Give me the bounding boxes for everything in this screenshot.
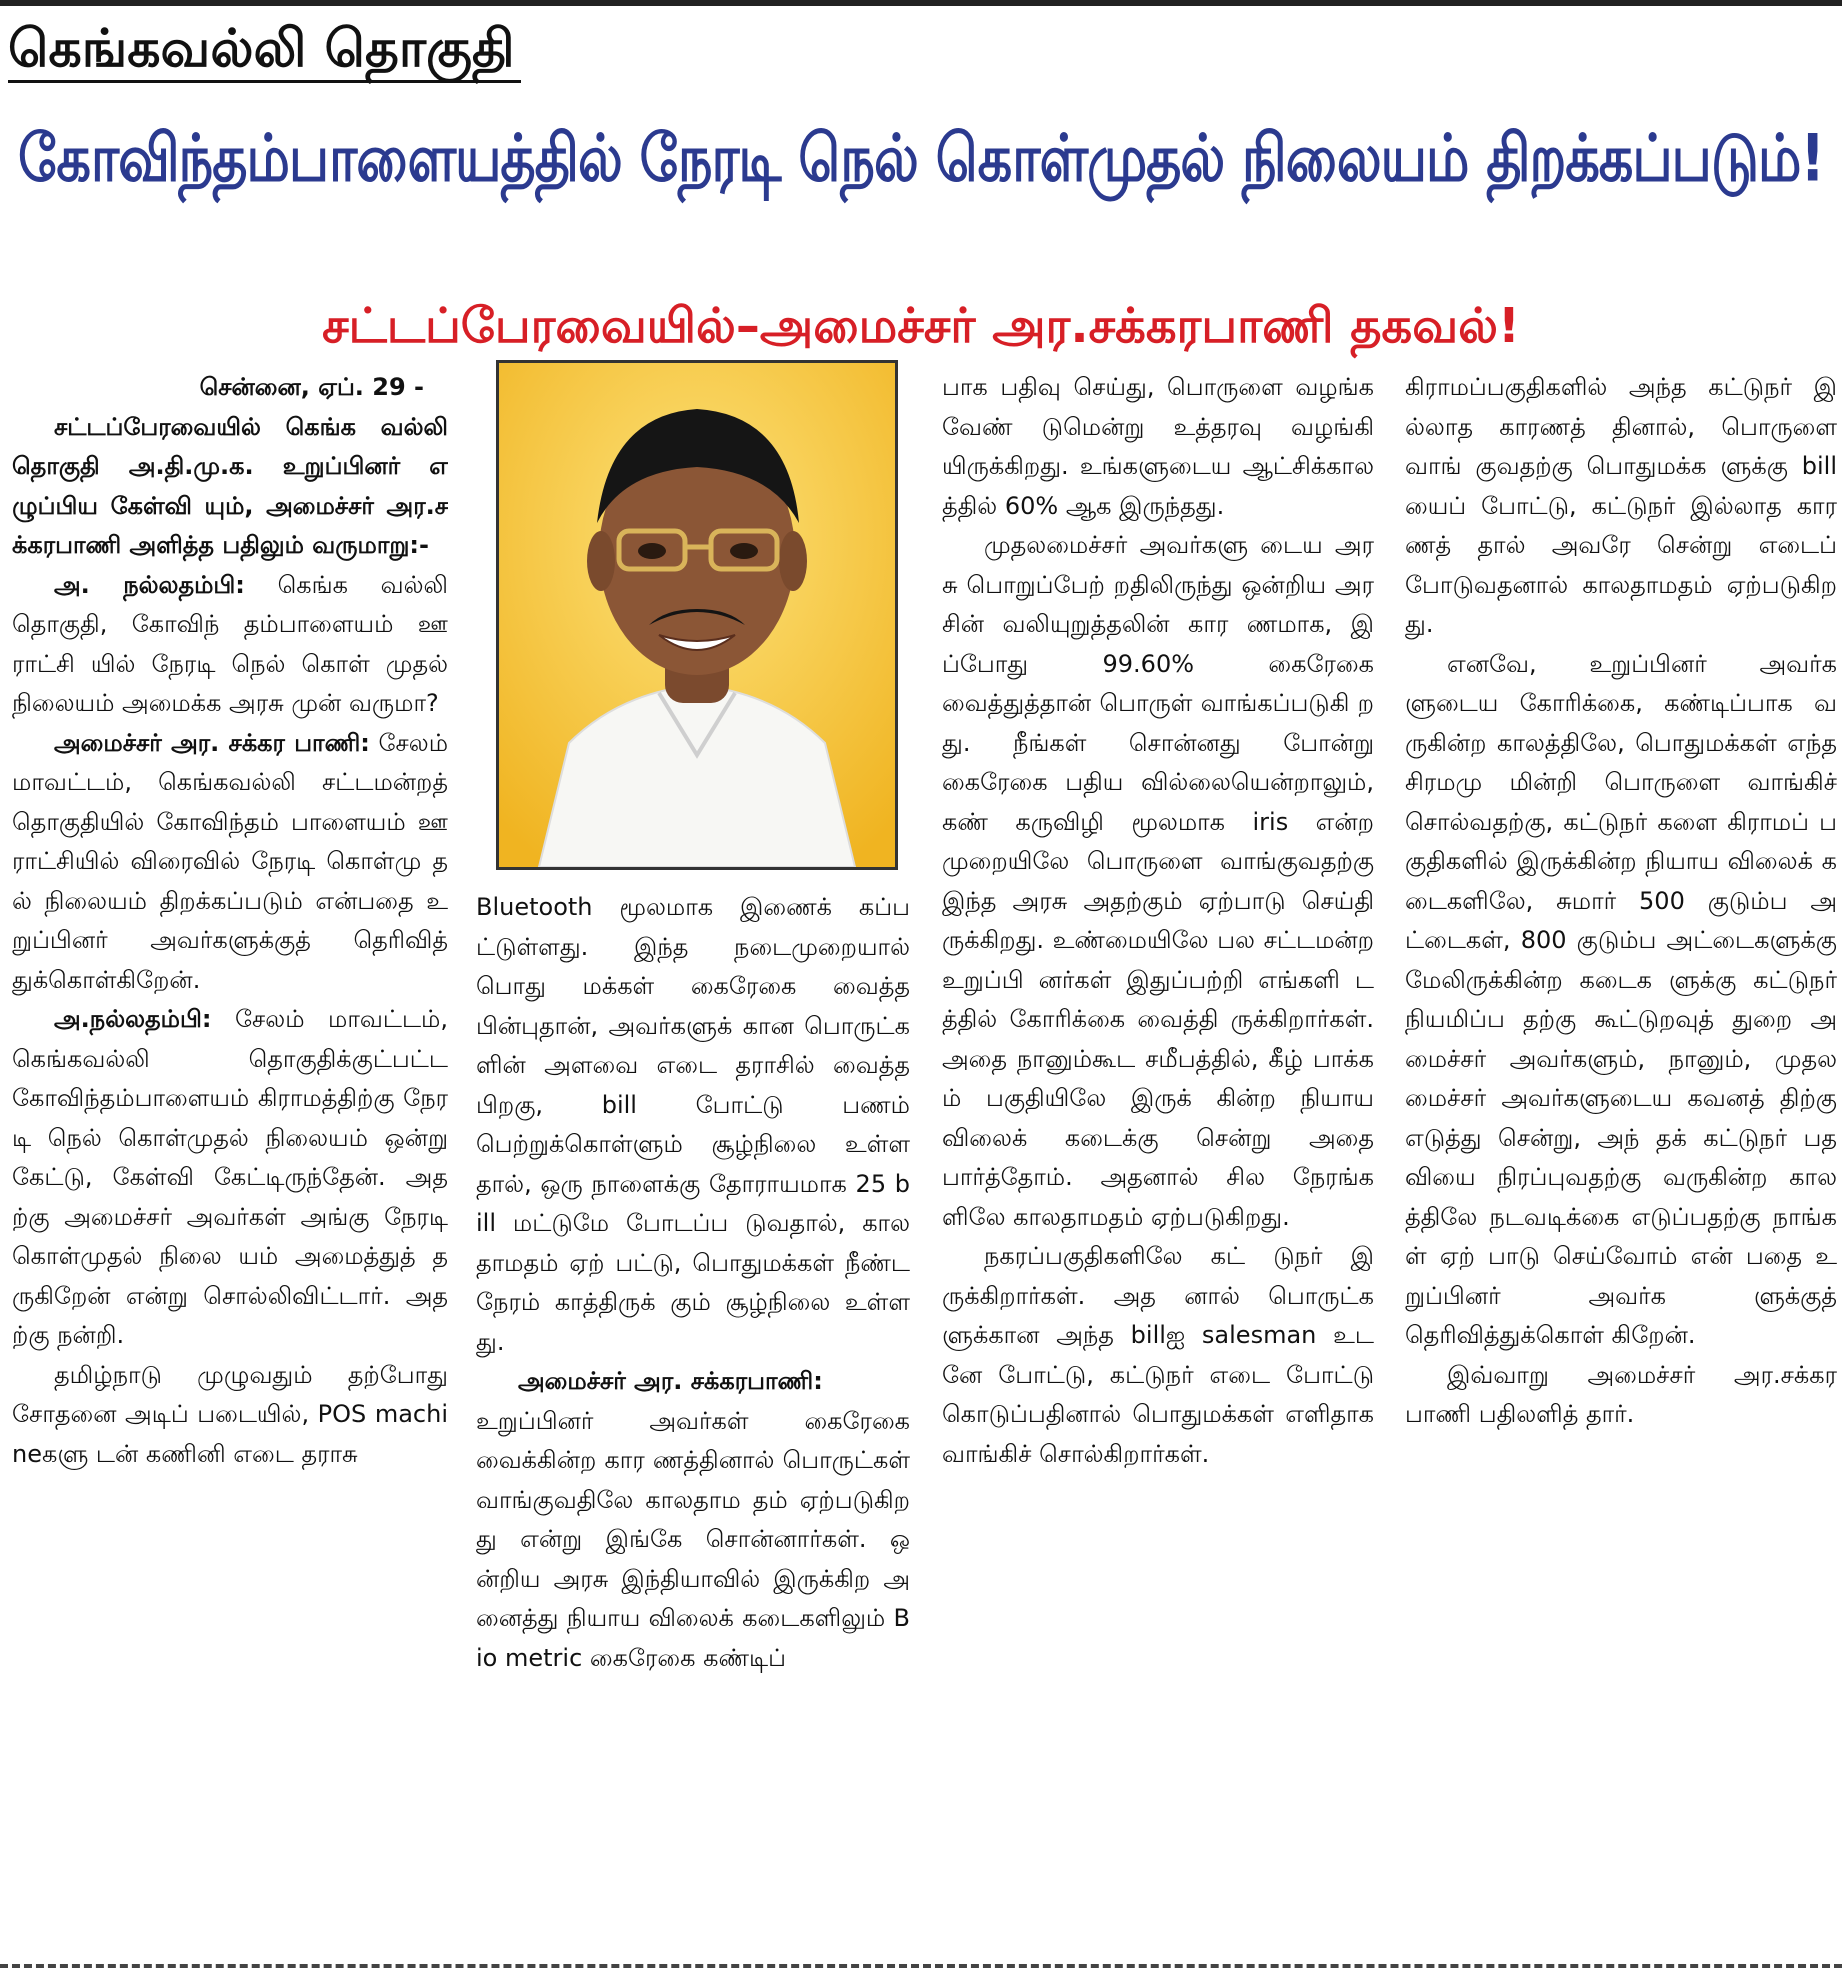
answer-paragraph bbox=[12, 724, 448, 1001]
top-border-rule bbox=[0, 0, 1842, 6]
paragraph-text: கெங்க வல்லி தொகுதி, கோவிந் தம்பாளையம் ஊராட்சி யில் நேரடி நெல் கொள் முதல் நிலையம் அமைக்க அரசு முன் வருமா? bbox=[12, 570, 448, 717]
section-label: கெங்கவல்லி தொகுதி bbox=[8, 18, 521, 83]
body-paragraph: இவ்வாறு அமைச்சர் அர.சக்கரபாணி பதிலளித் தார். bbox=[1405, 1360, 1837, 1428]
article-column-2 bbox=[476, 888, 910, 1948]
headline: கோவிந்தம்பாளையத்தில் நேரடி நெல் கொள்முதல் நிலையம் திறக்கப்படும்! bbox=[17, 120, 1825, 197]
body-paragraph: எனவே, உறுப்பினர் அவர்களுடைய கோரிக்கை, கண்டிப்பாக வருகின்ற காலத்திலே, பொதுமக்கள் எந்த சிரமமு மின்றி பொருளை வாங்கிச் சொல்வதற்கு, கட்டுநர் களை கிராமப் பகுதிகளில் இருக்கின்ற நியாய விலைக் கடைகளிலே, சுமார் 500 குடும்ப அட்டைகள், 800 குடும்ப அட்டைகளுக்கு மேலிருக்கின்ற கடைக ளுக்கு கட்டுநர் நியமிப்ப தற்கு கூட்டுறவுத் துறை அமைச்சர் அவர்களும், நானும், முதலமைச்சர் அவர்களுடைய கவனத் திற்கு எடுத்து சென்று, அந் தக் கட்டுநர் பதவியை நிரப்புவதற்கு வருகின்ற காலத்திலே நடவடிக்கை எடுப்பதற்கு நாங்கள் ஏற் பாடு செய்வோம் என் பதை உறுப்பினர் அவர்க ளுக்குத் தெரிவித்துக்கொள் கிறேன். bbox=[1405, 649, 1837, 1349]
bottom-dashed-rule bbox=[0, 1964, 1842, 1968]
question-paragraph bbox=[12, 566, 448, 724]
dateline: சென்னை, ஏப். 29 - bbox=[199, 373, 424, 401]
article-column-4 bbox=[1405, 368, 1837, 1948]
body-paragraph: பாக பதிவு செய்து, பொருளை வழங்க வேண் டுமென்று உத்தரவு வழங்கி யிருக்கிறது. உங்களுடைய ஆட்சிக்காலத்தில் 60% ஆக இருந்தது. bbox=[942, 373, 1374, 520]
body-paragraph: நகரப்பகுதிகளிலே கட் டுநர் இருக்கிறார்கள். அத னால் பொருட்களுக்கான அந்த billஐ salesman உடனே போட்டு, கட்டுநர் எடை போட்டு கொடுப்பதினால் பொதுமக்கள் எளிதாக வாங்கிச் சொல்கிறார்கள். bbox=[942, 1242, 1374, 1468]
speaker-nallathambi: அ. நல்லதம்பி: bbox=[54, 570, 245, 599]
article-column-1 bbox=[12, 368, 448, 1948]
speaker-nallathambi: அ.நல்லதம்பி: bbox=[54, 1005, 212, 1033]
speaker-minister: அமைச்சர் அர. சக்கரபாணி: bbox=[518, 1367, 823, 1395]
article-column-3 bbox=[942, 368, 1374, 1948]
minister-photo bbox=[496, 360, 898, 870]
body-paragraph: முதலமைச்சர் அவர்களு டைய அரசு பொறுப்பேற் றதிலிருந்து ஒன்றிய அர சின் வலியுறுத்தலின் கார ணமாக, இப்போது 99.60% கைரேகை வைத்துத்தான் பொருள் வாங்கப்படுகி றது. நீங்கள் சொன்னது போன்று கைரேகை பதிய வில்லையென்றாலும், கண் கருவிழி மூலமாக iris என்ற முறையிலே பொருளை வாங்குவதற்கு இந்த அரசு அதற்கும் ஏற்பாடு செய்தி ருக்கிறது. உண்மையிலே பல சட்டமன்ற உறுப்பி னர்கள் இதுப்பற்றி எங்களி டத்தில் கோரிக்கை வைத்தி ருக்கிறார்கள். அதை நானும்கூட சமீபத்தில், கீழ் பாக்கம் பகுதியிலே இருக் கின்ற நியாயவிலைக் கடைக்கு சென்று அதை பார்த்தோம். அதனால் சில நேரங்களிலே காலதாமதம் ஏற்படுகிறது. bbox=[942, 531, 1374, 1231]
body-paragraph: தமிழ்நாடு முழுவதும் தற்போது சோதனை அடிப் படையில், POS machineகளு டன் கணினி எடை தராசு bbox=[12, 1360, 448, 1468]
body-paragraph: கிராமப்பகுதிகளில் அந்த கட்டுநர் இல்லாத காரணத் தினால், பொருளை வாங் குவதற்கு பொதுமக்க ளுக்கு billயைப் போட்டு, கட்டுநர் இல்லாத காரணத் தால் அவரே சென்று எடைப் போடுவதனால் காலதாமதம் ஏற்படுகிறது. bbox=[1405, 373, 1837, 638]
portrait-illustration bbox=[499, 363, 895, 867]
body-paragraph: Bluetooth மூலமாக இணைக் கப்பட்டுள்ளது. இந்த நடைமுறையால் பொது மக்கள் கைரேகை வைத்த பின்புதான், அவர்களுக் கான பொருட்களின் அளவை எடை தராசில் வைத்த பிறகு, bill போட்டு பணம் பெற்றுக்கொள்ளும் சூழ்நிலை உள்ளதால், ஒரு நாளைக்கு தோராயமாக 25 bill மட்டுமே போடப்ப டுவதால், காலதாமதம் ஏற் பட்டு, பொதுமக்கள் நீண்ட நேரம் காத்திருக் கும் சூழ்நிலை உள்ளது. bbox=[476, 893, 910, 1356]
speaker-minister: அமைச்சர் அர. சக்கர பாணி: bbox=[54, 728, 370, 757]
intro-paragraph: சட்டப்பேரவையில் கெங்க வல்லி தொகுதி அ.தி.மு.க. உறுப்பினர் எழுப்பிய கேள்வி யும், அமைச்சர் அர.சக்கரபாணி அளித்த பதிலும் வருமாறு:- bbox=[12, 412, 448, 559]
paragraph-text: சேலம் மாவட்டம், கெங்கவல்லி தொகுதிக்குட்பட்ட கோவிந்தம்பாளையம் கிராமத்திற்கு நேரடி நெல் கொள்முதல் நிலையம் ஒன்று கேட்டு, கேள்வி கேட்டிருந்தேன். அதற்கு அமைச்சர் அவர்கள் அங்கு நேரடி கொள்முதல் நிலை யம் அமைத்துத் தருகிறேன் என்று சொல்லிவிட்டார். அதற்கு நன்றி. bbox=[12, 1005, 448, 1349]
question-paragraph bbox=[12, 1000, 448, 1356]
body-paragraph: உறுப்பினர் அவர்கள் கைரேகை வைக்கின்ற கார ணத்தினால் பொருட்கள் வாங்குவதிலே காலதாம தம் ஏற்படுகிறது என்று இங்கே சொன்னார்கள். ஒன்றிய அரசு இந்தியாவில் இருக்கிற அனைத்து நியாய விலைக் கடைகளிலும் Bio metric கைரேகை கண்டிப் bbox=[476, 1406, 910, 1672]
paragraph-text: சேலம் மாவட்டம், கெங்கவல்லி சட்டமன்றத் தொகுதியில் கோவிந்தம் பாளையம் ஊராட்சியில் விரைவில் நேரடி கொள்மு தல் நிலையம் திறக்கப்படும் என்பதை உறுப்பினர் அவர்களுக்குத் தெரிவித் துக்கொள்கிறேன். bbox=[12, 728, 448, 994]
subheadline: சட்டப்பேரவையில்–அமைச்சர் அர.சக்கரபாணி தகவல்! bbox=[322, 298, 1520, 354]
